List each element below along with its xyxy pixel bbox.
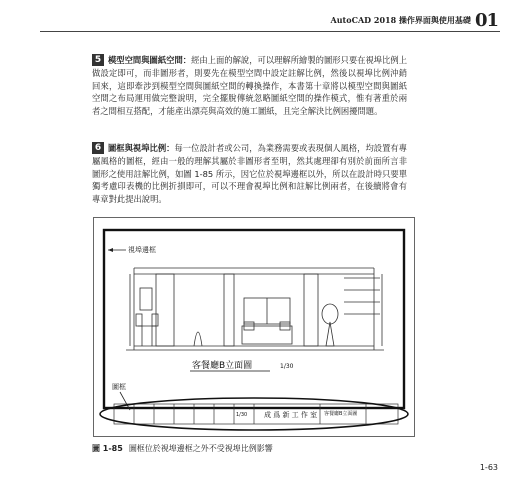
elevation-drawing [94, 218, 414, 436]
figure-number: 圖 1-85 [92, 444, 123, 453]
viewport-label: 視埠邊框 [128, 246, 156, 254]
section-number-badge: 6 [92, 142, 104, 154]
section-body: 每一位設計者或公司，為業務需要或表現個人風格，均設置有專屬風格的圖框，經由一般的理解其屬於非圖形者至明，然其處理卻有別於前面所言非圖形之使用註解比例，如圖 1-85 所示，因它位於視埠邊框以外，所以在設計時只要單獨考慮印表機的比例折損即可，可以不理會視埠比例和註解比例兩者，在後續將會有專章對此提出說明。 [92, 143, 407, 205]
section-heading: 模型空間與圖紙空間： [108, 55, 192, 65]
elevation-drawing-figure [93, 217, 415, 437]
arrowhead-icon [108, 248, 113, 252]
viewport-border [104, 230, 404, 408]
header-title: AutoCAD 2018 操作界面與使用基礎 [330, 15, 471, 25]
figure-caption [92, 443, 273, 454]
caption-text: 圖框位於視埠邊框之外不受視埠比例影響 [128, 444, 273, 453]
title-block-scale: 1/30 [236, 412, 248, 418]
section-heading: 圖框與視埠比例： [108, 143, 175, 153]
chapter-number: 01 [474, 10, 498, 31]
drawing-title: 客餐廳B立面圖 [192, 361, 253, 371]
page-number: 1-63 [479, 463, 498, 472]
header-rule [40, 31, 500, 32]
section-body: 經由上面的解說，可以理解所繪製的圖形只要在視埠比例上做設定即可，而非圖形者，則要先在模型空間中設定註解比例，然後以視埠比例沖銷回來，這即牽涉到模型空間與圖紙空間的轉換操作，本書第十章將以模型空間與圖紙空間之布局運用做完整說明，完全擺脫傳統忽略圖紙空間的操作模式，惟有著重於兩者之間相互搭配，才能產出漂亮與高效的施工圖紙，且完全解決比例困擾問題。 [92, 55, 407, 117]
studio-name: 成 爲 新 工 作 室 [264, 411, 318, 419]
frame-label: 圖框 [112, 383, 126, 391]
section-paragraph [92, 142, 407, 206]
page-header [331, 10, 498, 31]
section-number-badge: 5 [92, 54, 104, 66]
drawing-scale: 1/30 [280, 363, 294, 370]
section-paragraph [92, 54, 407, 118]
wall-elevation [126, 268, 384, 350]
sheet-title: 客餐廳B立面圖 [324, 411, 358, 417]
